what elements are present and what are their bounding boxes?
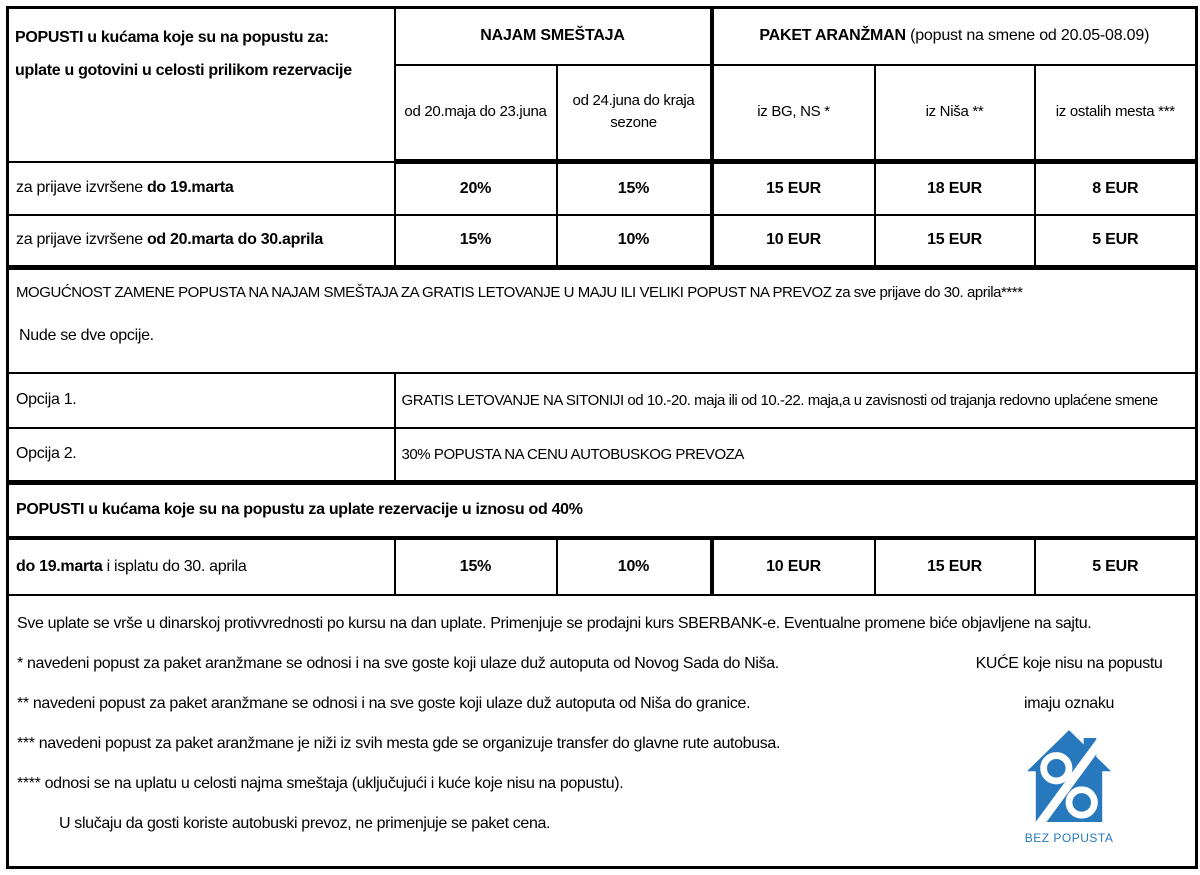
header-left-line1: [15, 21, 388, 54]
swap-note-row: [8, 268, 1197, 373]
price-cell: 20%: [395, 162, 557, 215]
side-note-line1: KUĆE koje nisu na popustu: [975, 654, 1163, 672]
note-line: **** odnosi se na uplatu u celosti najma smeštaja (uključujući i kuće koje nisu na popustu).: [17, 774, 624, 792]
side-note: [949, 644, 1189, 846]
swap-note-line1: MOGUĆNOST ZAMENE POPUSTA NA NAJAM SMEŠTAJA ZA GRATIS LETOVANJE U MAJU ILI VELIKI POPUST NA PREVOZ za sve prijave do 30. aprila****: [16, 284, 1023, 301]
header-paket: [712, 8, 1197, 65]
option-label: Opcija 2.: [8, 428, 395, 483]
header-left-cell: [8, 8, 395, 162]
price-cell: 15 EUR: [875, 215, 1035, 268]
row-label: do 19.marta i isplatu do 30. aprila: [8, 538, 395, 595]
header-left-line2: uplate u gotovini u celosti prilikom rezervacije: [15, 62, 352, 79]
price-cell: 5 EUR: [1035, 538, 1197, 595]
column-header-najam-2: od 24.juna do kraja sezone: [557, 65, 712, 162]
price-cell: 10%: [557, 538, 712, 595]
row-label: za prijave izvršene do 19.marta: [8, 162, 395, 215]
column-header-nis: iz Niša **: [875, 65, 1035, 162]
side-note-line2: imaju oznaku: [1023, 694, 1115, 712]
table-row: [8, 215, 1197, 268]
header-najam: [395, 8, 712, 65]
price-cell: 15%: [395, 215, 557, 268]
no-discount-badge: [949, 730, 1189, 830]
option-row: [8, 428, 1197, 483]
swap-note-line2: Nude se dve opcije.: [19, 327, 154, 344]
note-line: *** navedeni popust za paket aranžmane je niži iz svih mesta gde se organizuje transfer do glavne rute autobusa.: [17, 734, 781, 752]
paket-title: PAKET ARANŽMAN: [759, 27, 906, 45]
price-cell: 5 EUR: [1035, 215, 1197, 268]
table-row: [8, 538, 1197, 595]
price-cell: 15 EUR: [712, 162, 875, 215]
option-row: [8, 373, 1197, 428]
note-line: ** navedeni popust za paket aranžmane se odnosi i na sve goste koji ulaze duž autoputa od Niša do granice.: [17, 694, 751, 712]
discount-table: [6, 6, 1198, 869]
section2-title-row: POPUSTI u kućama koje su na popustu za uplate rezervacije u iznosu od 40%: [8, 483, 1197, 538]
column-header-najam-1: od 20.maja do 23.juna: [395, 65, 557, 162]
note-line: * navedeni popust za paket aranžmane se odnosi i na sve goste koji ulaze duž autoputa od Novog Sada do Niša.: [17, 654, 779, 672]
option-text: GRATIS LETOVANJE NA SITONIJI od 10.-20. maja ili od 10.-22. maja,a u zavisnosti od trajanja redovno uplaćene smene: [395, 373, 1197, 428]
price-cell: 15 EUR: [875, 538, 1035, 595]
price-cell: 10 EUR: [712, 538, 875, 595]
discount-sheet: [6, 6, 1195, 869]
column-header-ostala-mesta: iz ostalih mesta ***: [1035, 65, 1197, 162]
price-cell: 10 EUR: [712, 215, 875, 268]
note-line: Sve uplate se vrše u dinarskoj protivvrednosti po kursu na dan uplate. Primenjuje se prodajni kurs SBERBANK-e. Eventualne promene biće objavljene na sajtu.: [17, 614, 1092, 632]
price-cell: 15%: [395, 538, 557, 595]
price-cell: 18 EUR: [875, 162, 1035, 215]
column-header-bg-ns: iz BG, NS *: [712, 65, 875, 162]
header-left-strong: POPUSTI: [15, 29, 84, 46]
najam-title: NAJAM SMEŠTAJA: [480, 27, 625, 45]
price-cell: 10%: [557, 215, 712, 268]
badge-label: BEZ POPUSTA: [1024, 830, 1114, 845]
no-discount-icon: [1027, 730, 1111, 830]
notes-cell: [8, 595, 1197, 868]
price-cell: 15%: [557, 162, 712, 215]
option-label: Opcija 1.: [8, 373, 395, 428]
header-left-rest: u kućama koje su na popustu za:: [83, 29, 329, 46]
row-label: za prijave izvršene od 20.marta do 30.aprila: [8, 215, 395, 268]
option-text: 30% POPUSTA NA CENU AUTOBUSKOG PREVOZA: [395, 428, 1197, 483]
paket-subtitle: (popust na smene od 20.05-08.09): [905, 27, 1150, 45]
table-row: [8, 162, 1197, 215]
price-cell: 8 EUR: [1035, 162, 1197, 215]
note-line: U slučaju da gosti koriste autobuski prevoz, ne primenjuje se paket cena.: [59, 814, 551, 832]
